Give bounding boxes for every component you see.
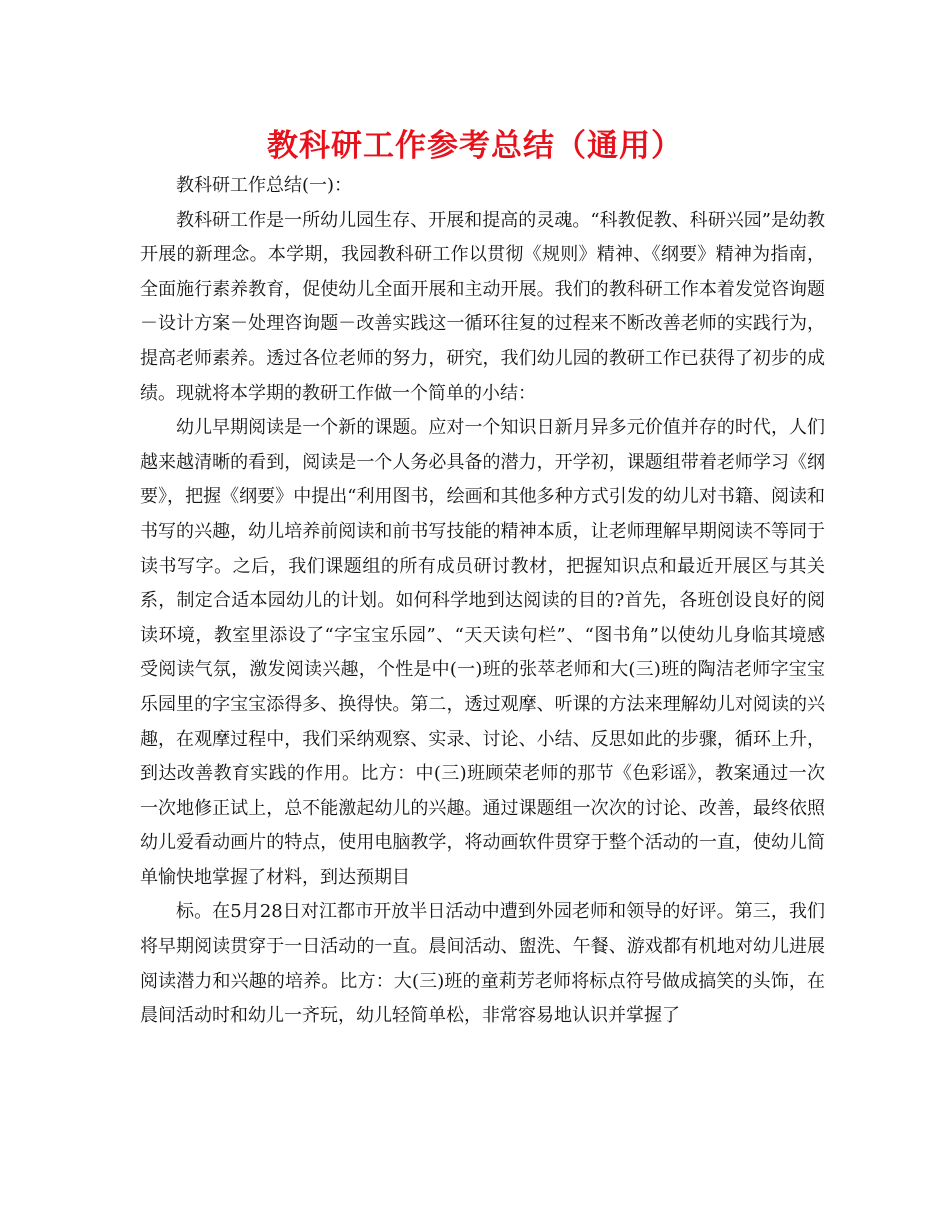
paragraph-subheading: 教科研工作总结(一)： — [176, 175, 353, 196]
paragraph-intro: 教科研工作是一所幼儿园生存、开展和提高的灵魂。“科教促教、科研兴园”是幼教开展的新理念。本学期，我园教科研工作以贯彻《规则》精神、《纲要》精神为指南，全面施行素养教育，促使幼儿全面开展和主动开展。我们的教科研工作本着发觉咨询题－设计方案－处理咨询题－改善实践这一循环往复的过程来不断改善老师的实践行为，提高老师素养。透过各位老师的努力，研究，我们幼儿园的教研工作已获得了初步的成绩。现就将本学期的教研工作做一个简单的小结： — [140, 209, 825, 404]
document-title: 教科研工作参考总结（通用） — [267, 128, 683, 164]
paragraph-continuation: 标。在5月28日对江都市开放半日活动中遭到外园老师和领导的好评。第三，我们将早期阅读贯穿于一日活动的一直。晨间活动、盥洗、午餐、游戏都有机地对幼儿进展阅读潜力和兴趣的培养。比方：大(三)班的童莉芳老师将标点符号做成搞笑的头饰，在晨间活动时和幼儿一齐玩，幼儿轻简单松，非常容易地认识并掌握了 — [140, 901, 825, 1027]
document-body — [140, 169, 825, 1034]
paragraph-early-reading: 幼儿早期阅读是一个新的课题。应对一个知识日新月异多元价值并存的时代，人们越来越清晰的看到，阅读是一个人务必具备的潜力，开学初，课题组带着老师学习《纲要》，把握《纲要》中提出“利用图书，绘画和其他多种方式引发的幼儿对书籍、阅读和书写的兴趣，幼儿培养前阅读和前书写技能的精神本质，让老师理解早期阅读不等同于读书写字。之后，我们课题组的所有成员研讨教材，把握知识点和最近开展区与其关系，制定合适本园幼儿的计划。如何科学地到达阅读的目的?首先，各班创设良好的阅读环境，教室里添设了“字宝宝乐园”、“天天读句栏”、“图书角”以使幼儿身临其境感受阅读气氛，激发阅读兴趣，个性是中(一)班的张萃老师和大(三)班的陶洁老师字宝宝乐园里的字宝宝添得多、换得快。第二，透过观摩、听课的方法来理解幼儿对阅读的兴趣，在观摩过程中，我们采纳观察、实录、讨论、小结、反思如此的步骤，循环上升，到达改善教育实践的作用。比方：中(三)班顾荣老师的那节《色彩谣》，教案通过一次一次地修正试上，总不能激起幼儿的兴趣。通过课题组一次次的讨论、改善，最终依照幼儿爱看动画片的特点，使用电脑教学，将动画软件贯穿于整个活动的一直，使幼儿简单愉快地掌握了材料，到达预期目 — [140, 417, 825, 888]
